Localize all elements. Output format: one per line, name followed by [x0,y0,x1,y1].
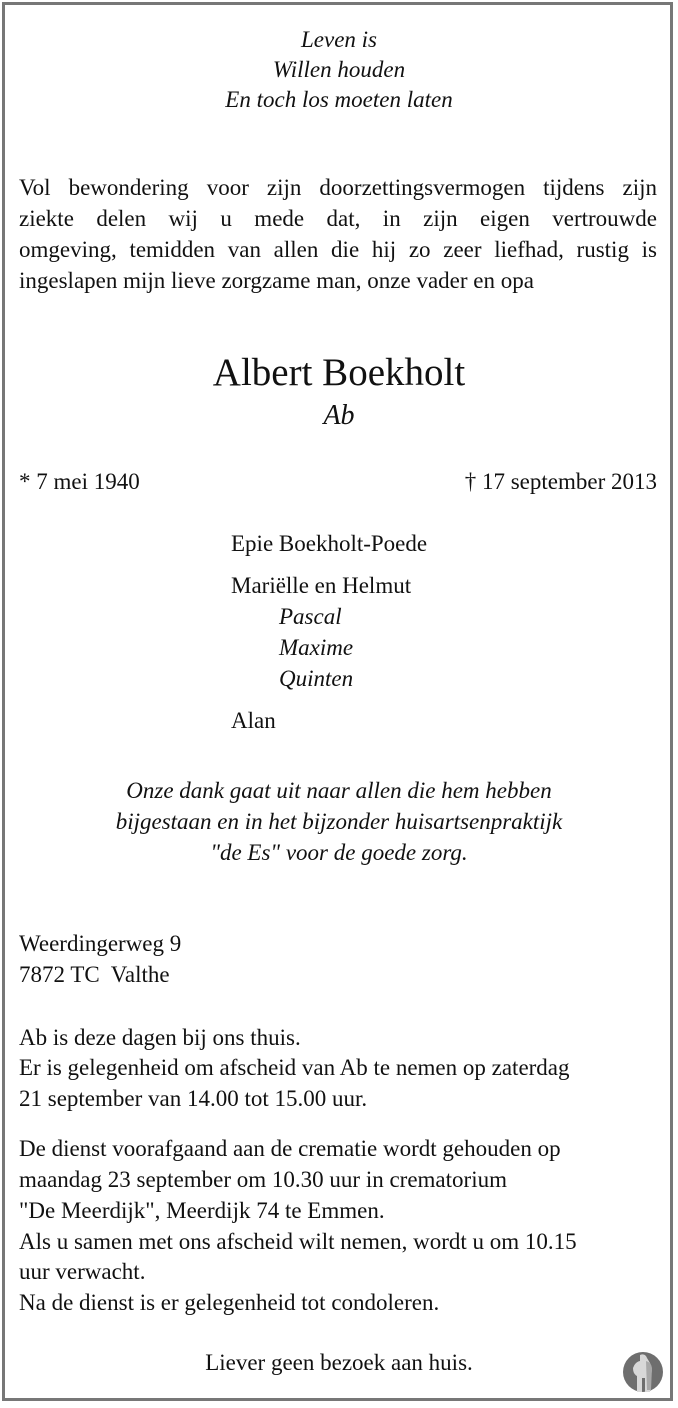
service-line: Na de dienst is er gelegenheid tot condoleren. [19,1290,440,1315]
service-line: maandag 23 september om 10.30 uur in crematorium [19,1167,507,1192]
thanks-line: Onze dank gaat uit naar allen die hem hebben [126,778,552,803]
address-line: Weerdingerweg 9 [19,931,182,956]
family-grandchild: Maxime [279,635,354,660]
poem-line: En toch los moeten laten [225,87,453,112]
family-child: Alan [231,708,276,733]
family-spouse: Epie Boekholt-Poede [231,531,428,556]
visit-line: Ab is deze dagen bij ons thuis. [19,1025,301,1050]
deceased-name: Albert Boekholt [212,351,466,394]
announcement-line: omgeving, temidden van allen die hij zo zeer liefhad, rustig is [19,237,657,262]
service-line: De dienst voorafgaand aan de crematie wordt gehouden op [19,1136,561,1161]
visit-line: Er is gelegenheid om afscheid van Ab te nemen op zaterdag [19,1055,570,1080]
service-line: uur verwacht. [19,1259,146,1284]
announcement-line: ziekte delen wij u mede dat, in zijn eigen vertrouwde [19,206,657,231]
visit-line: 21 september van 14.00 tot 15.00 uur. [19,1086,368,1111]
nickname: Ab [323,400,355,431]
announcement-line: ingeslapen mijn lieve zorgzame man, onze vader en opa [19,268,534,293]
birth-date: * 7 mei 1940 [19,469,140,494]
family-grandchild: Pascal [279,604,342,629]
address-line: 7872 TC Valthe [19,962,170,987]
family-child: Mariëlle en Helmut [231,573,412,598]
thanks-line: "de Es" voor de goede zorg. [210,840,468,865]
family-grandchild: Quinten [279,666,354,691]
poem-line: Leven is [300,27,377,52]
poem-line: Willen houden [272,57,406,82]
closing-note: Liever geen bezoek aan huis. [205,1350,473,1375]
death-date: † 17 september 2013 [464,469,657,494]
announcement-line: Vol bewondering voor zijn doorzettingsvermogen tijdens zijn [19,175,657,200]
thanks-line: bijgestaan en in het bijzonder huisartsenpraktijk [115,809,563,834]
embrace-logo-icon [620,1347,666,1393]
service-line: Als u samen met ons afscheid wilt nemen, wordt u om 10.15 [19,1229,577,1254]
service-line: "De Meerdijk", Meerdijk 74 te Emmen. [19,1198,385,1223]
